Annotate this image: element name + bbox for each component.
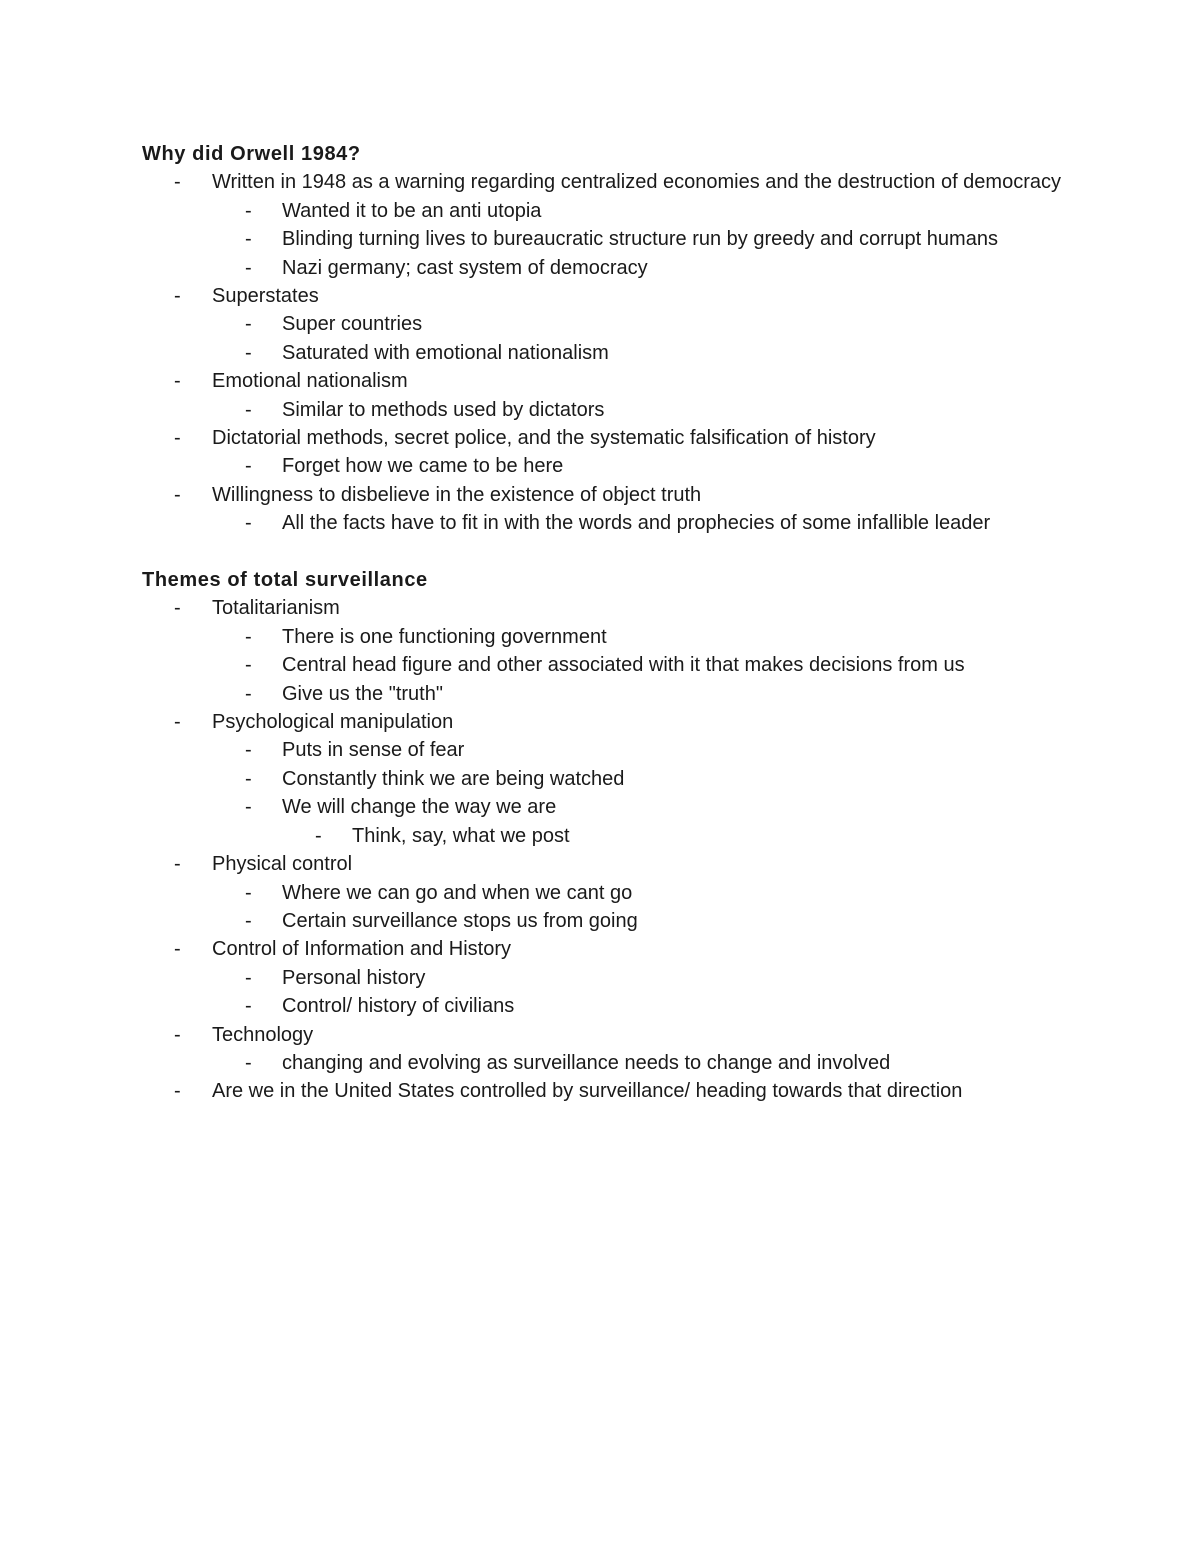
section-themes (142, 566, 1102, 1106)
list-item (142, 680, 1102, 708)
item-text: Constantly think we are being watched (282, 767, 625, 790)
dash-bullet: - (245, 199, 252, 222)
item-text: Emotional nationalism (212, 370, 408, 393)
list-item (142, 708, 1102, 736)
item-text: Super countries (282, 313, 423, 336)
dash-bullet: - (245, 966, 252, 989)
section-spacer (142, 538, 1102, 566)
dash-bullet: - (245, 654, 252, 677)
dash-bullet: - (174, 1080, 181, 1103)
item-text: Are we in the United States controlled by surveillance/ heading towards that direction (212, 1080, 963, 1103)
dash-bullet: - (174, 1023, 181, 1046)
item-text: Written in 1948 as a warning regarding centralized economies and the destruction of democracy (212, 171, 1061, 194)
list-item (142, 282, 1102, 310)
section-heading: Why did Orwell 1984? (142, 143, 361, 165)
list-item (142, 1077, 1102, 1105)
item-text: Physical control (212, 853, 353, 876)
dash-bullet: - (245, 796, 252, 819)
dash-bullet: - (245, 739, 252, 762)
list-item (142, 481, 1102, 509)
list-item (142, 594, 1102, 622)
item-text: Think, say, what we post (352, 824, 570, 847)
item-text: All the facts have to fit in with the words and prophecies of some infallible leader (282, 512, 991, 535)
list-item (142, 1021, 1102, 1049)
dash-bullet: - (174, 285, 181, 308)
dash-bullet: - (245, 909, 252, 932)
list-item (142, 992, 1102, 1020)
dash-bullet: - (174, 171, 181, 194)
list-item (142, 793, 1102, 821)
dash-bullet: - (174, 483, 181, 506)
list-item (142, 623, 1102, 651)
item-text: Control of Information and History (212, 938, 512, 961)
list-item (142, 424, 1102, 452)
list-item (142, 225, 1102, 253)
dash-bullet: - (245, 228, 252, 251)
section-heading: Themes of total surveillance (142, 569, 428, 592)
item-text: changing and evolving as surveillance needs to change and involved (282, 1051, 891, 1074)
list-item (142, 907, 1102, 935)
item-text: Certain surveillance stops us from going (282, 909, 638, 932)
bullet-list (142, 168, 1102, 537)
item-text: Puts in sense of fear (282, 739, 465, 762)
dash-bullet: - (174, 853, 181, 876)
dash-bullet: - (174, 938, 181, 961)
item-text: Control/ history of civilians (282, 995, 515, 1018)
dash-bullet: - (245, 625, 252, 648)
list-item (142, 396, 1102, 424)
list-item (142, 651, 1102, 679)
list-item (142, 339, 1102, 367)
item-text: Where we can go and when we cant go (282, 881, 633, 904)
list-item (142, 254, 1102, 282)
item-text: Personal history (282, 966, 426, 989)
dash-bullet: - (174, 597, 181, 620)
dash-bullet: - (174, 370, 181, 393)
item-text: Saturated with emotional nationalism (282, 341, 609, 364)
list-item (142, 822, 1102, 850)
dash-bullet: - (245, 455, 252, 478)
item-text: Superstates (212, 285, 319, 308)
list-item (142, 935, 1102, 963)
dash-bullet: - (245, 881, 252, 904)
dash-bullet: - (245, 341, 252, 364)
dash-bullet: - (245, 1051, 252, 1074)
list-item (142, 1049, 1102, 1077)
section-why-orwell (142, 140, 1102, 538)
item-text: Psychological manipulation (212, 711, 454, 734)
item-text: Dictatorial methods, secret police, and the systematic falsification of history (212, 427, 876, 450)
list-item (142, 367, 1102, 395)
dash-bullet: - (245, 398, 252, 421)
bullet-list (142, 594, 1102, 1105)
dash-bullet: - (245, 256, 252, 279)
item-text: We will change the way we are (282, 796, 557, 819)
item-text: Totalitarianism (212, 597, 340, 620)
list-item (142, 452, 1102, 480)
list-item (142, 197, 1102, 225)
list-item (142, 736, 1102, 764)
list-item (142, 964, 1102, 992)
list-item (142, 509, 1102, 537)
dash-bullet: - (245, 512, 252, 535)
item-text: There is one functioning government (282, 625, 607, 648)
item-text: Nazi germany; cast system of democracy (282, 256, 648, 279)
item-text: Willingness to disbelieve in the existence of object truth (212, 483, 702, 506)
dash-bullet: - (245, 313, 252, 336)
item-text: Wanted it to be an anti utopia (282, 199, 542, 222)
list-item (142, 168, 1102, 196)
dash-bullet: - (245, 767, 252, 790)
document-body (142, 140, 1102, 1106)
item-text: Technology (212, 1023, 314, 1046)
item-text: Give us the "truth" (282, 682, 443, 705)
item-text: Central head figure and other associated with it that makes decisions from us (282, 654, 965, 677)
item-text: Similar to methods used by dictators (282, 398, 605, 421)
list-item (142, 850, 1102, 878)
dash-bullet: - (245, 682, 252, 705)
list-item (142, 879, 1102, 907)
list-item (142, 765, 1102, 793)
dash-bullet: - (315, 824, 322, 847)
list-item (142, 310, 1102, 338)
dash-bullet: - (174, 711, 181, 734)
dash-bullet: - (174, 427, 181, 450)
dash-bullet: - (245, 995, 252, 1018)
item-text: Forget how we came to be here (282, 455, 564, 478)
item-text: Blinding turning lives to bureaucratic structure run by greedy and corrupt humans (282, 228, 998, 251)
